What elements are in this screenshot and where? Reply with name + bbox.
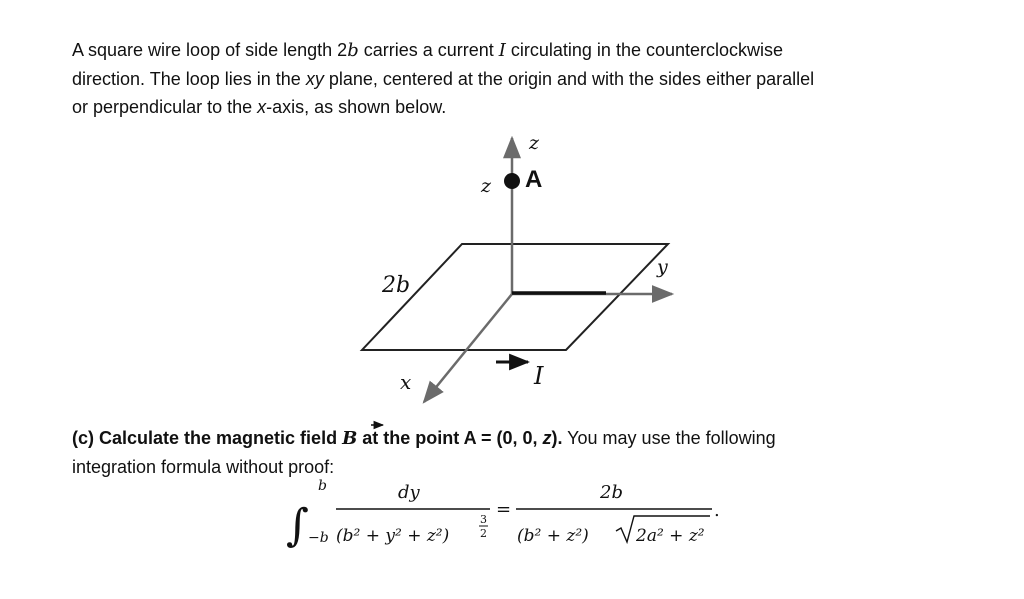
numerator-left: dy [398, 482, 420, 503]
equals-sign: = [496, 499, 512, 520]
integral-sign: ∫ [286, 500, 309, 551]
sqrt-argument: 2a² + z² [636, 526, 705, 546]
numerator-right: 2b [600, 482, 623, 503]
part-c [72, 424, 972, 481]
denominator-left: (b² + y² + z²) [336, 526, 450, 546]
part-c-line-2: integration formula without proof: [72, 457, 335, 477]
exponent-numerator: 3 [480, 513, 487, 526]
part-c-line-1: (c) Calculate the magnetic field B at the point A = (0, 0, z). You may use the following [72, 428, 776, 449]
y-axis-label: y [657, 256, 668, 278]
z-point-label: z [481, 175, 492, 197]
lower-limit: −b [308, 530, 329, 546]
formula-period: . [714, 500, 720, 521]
problem-line-1: A square wire loop of side length 2b carries a current I circulating in the counterclockwise [72, 40, 784, 61]
denominator-right: (b² + z²) [517, 526, 589, 546]
A-label: A [525, 166, 543, 193]
z-axis-label: z [529, 132, 540, 154]
current-label: I [534, 362, 544, 390]
problem-line-2: direction. The loop lies in the xy plane, centered at the origin and with the sides either parallel [72, 69, 815, 89]
problem-line-3: or perpendicular to the x-axis, as shown below. [72, 97, 447, 117]
point-A [504, 173, 520, 189]
x-axis-label: x [400, 370, 412, 394]
integration-formula [286, 478, 720, 551]
x-axis [424, 294, 512, 402]
upper-limit: b [318, 478, 327, 494]
side-length-label: 2b [382, 273, 411, 298]
exponent-denominator: 2 [480, 527, 487, 540]
